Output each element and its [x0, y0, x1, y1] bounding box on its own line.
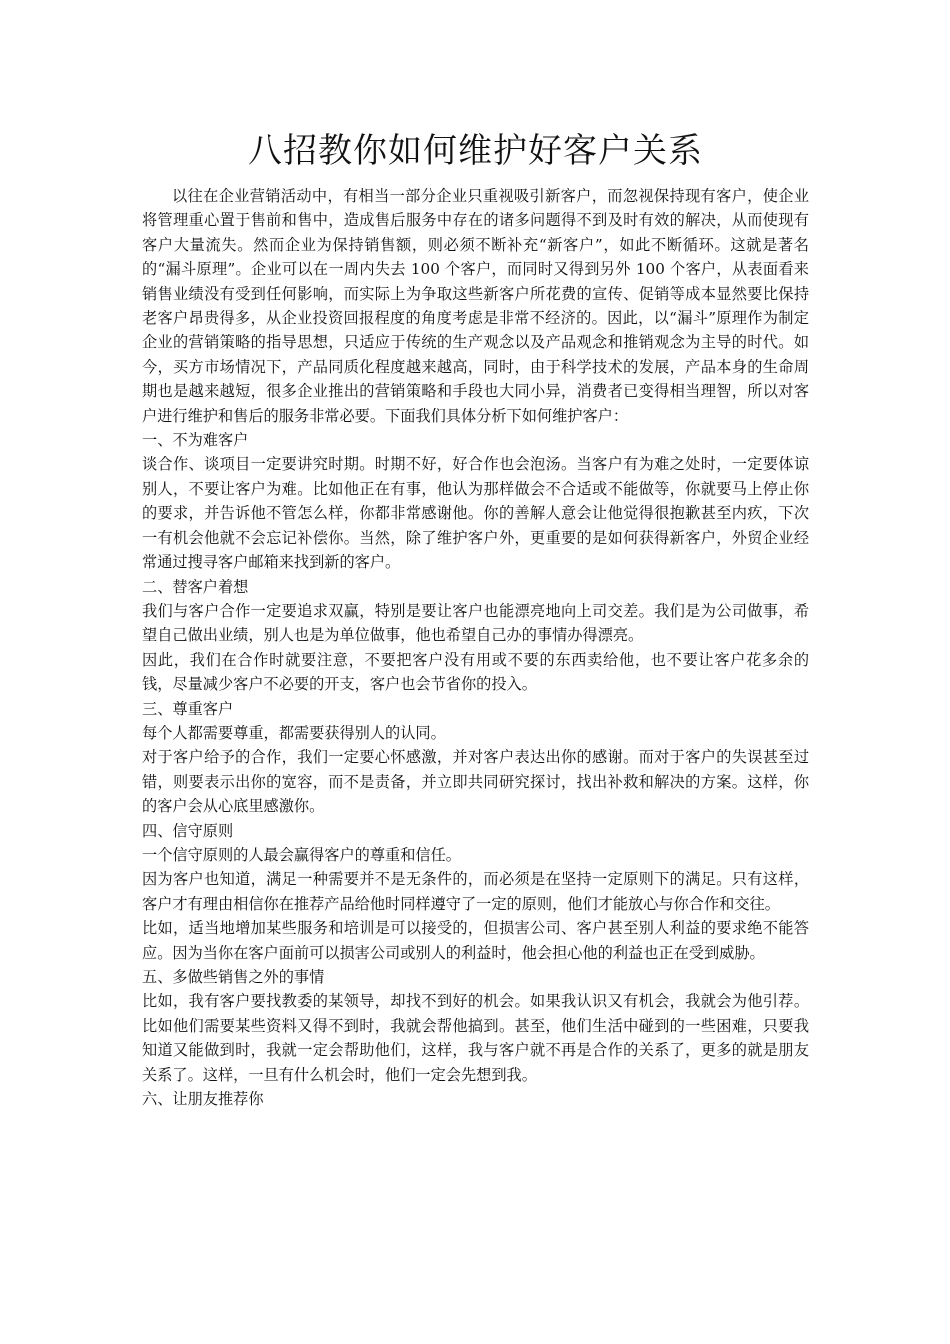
section-body-3b: 对于客户给予的合作，我们一定要心怀感激，并对客户表达出你的感谢。而对于客户的失误甚至过错，则要表示出你的宽容，而不是责备，并立即共同研究探讨，找出补救和解决的方案。这样，你的客户会从心底里感激你。: [142, 748, 809, 816]
section-body-1: 谈合作、谈项目一定要讲究时期。时期不好，好合作也会泡汤。当客户有为难之处时，一定要体谅别人，不要让客户为难。比如他正在有事，他认为那样做会不合适或不能做等，你就要马上停止你的要求，并告诉他不管怎么样，你都非常感谢他。你的善解人意会让他觉得很抱歉甚至内疚，下次一有机会他就不会忘记补偿你。当然，除了维护客户外，更重要的是如何获得新客户，外贸企业经常通过搜寻客户邮箱来找到新的客户。: [142, 455, 809, 572]
section-body-4c: 比如，适当地增加某些服务和培训是可以接受的，但损害公司、客户甚至别人利益的要求绝不能答应。因为当你在客户面前可以损害公司或别人的利益时，他会担心他的利益也正在受到威胁。: [142, 919, 809, 962]
section-body-2a: 我们与客户合作一定要追求双赢，特别是要让客户也能漂亮地向上司交差。我们是为公司做事，希望自己做出业绩，别人也是为单位做事，他也希望自己办的事情办得漂亮。: [142, 601, 809, 645]
section-body-2b: 因此，我们在合作时就要注意，不要把客户没有用或不要的东西卖给他，也不要让客户花多余的钱，尽量减少客户不必要的开支，客户也会节省你的投入。: [142, 650, 809, 694]
section-body-5: 比如，我有客户要找教委的某领导，却找不到好的机会。如果我认识又有机会，我就会为他引荐。比如他们需要某些资料又得不到时，我就会帮他搞到。甚至，他们生活中碰到的一些困难，只要我知道又能做到时，我就一定会帮助他们，这样，我与客户就不再是合作的关系了，更多的就是朋友关系了。这样，一旦有什么机会时，他们一定会先想到我。: [142, 992, 809, 1084]
section-body-4b: 因为客户也知道，满足一种需要并不是无条件的，而必须是在坚持一定原则下的满足。只有这样，客户才有理由相信你在推荐产品给他时同样遵守了一定的原则，他们才能放心与你合作和交往。: [142, 870, 809, 913]
document-title: 八招教你如何维护好客户关系: [248, 131, 703, 171]
section-heading-5: 五、多做些销售之外的事情: [142, 968, 325, 986]
section-body-3a: 每个人都需要尊重，都需要获得别人的认同。: [142, 723, 446, 742]
section-heading-3: 三、尊重客户: [142, 699, 234, 718]
section-heading-2: 二、替客户着想: [142, 577, 249, 596]
section-heading-1: 一、不为难客户: [142, 431, 249, 450]
section-heading-4: 四、信守原则: [142, 821, 234, 840]
intro-paragraph: 以往在企业营销活动中，有相当一部分企业只重视吸引新客户，而忽视保持现有客户，使企业将管理重心置于售前和售中，造成售后服务中存在的诸多问题得不到及时有效的解决，从而使现有客户大量流失。然而企业为保持销售额，则必须不断补充“新客户”，如此不断循环。这就是著名的“漏斗原理”。企业可以在一周内失去 100 个客户，而同时又得到另外 100 个客户，从表面看来销售业绩没有受到任何影响，而实际上为争取这些新客户所花费的宣传、促销等成本显然要比保持老客户昂贵得多，从企业投资回报程度的角度考虑是非常不经济的。因此，以“漏斗”原理作为制定企业的营销策略的指导思想，只适应于传统的生产观念以及产品观念和推销观念为主导的时代。如今，买方市场情况下，产品同质化程度越来越高，同时，由于科学技术的发展，产品本身的生命周期也是越来越短，很多企业推出的营销策略和手段也大同小异，消费者已变得相当理智，所以对客户进行维护和售后的服务非常必要。下面我们具体分析下如何维护客户：: [142, 187, 809, 425]
document-page: [142, 128, 809, 1111]
section-body-4a: 一个信守原则的人最会赢得客户的尊重和信任。: [142, 845, 461, 864]
section-heading-6: 六、让朋友推荐你: [142, 1090, 264, 1109]
